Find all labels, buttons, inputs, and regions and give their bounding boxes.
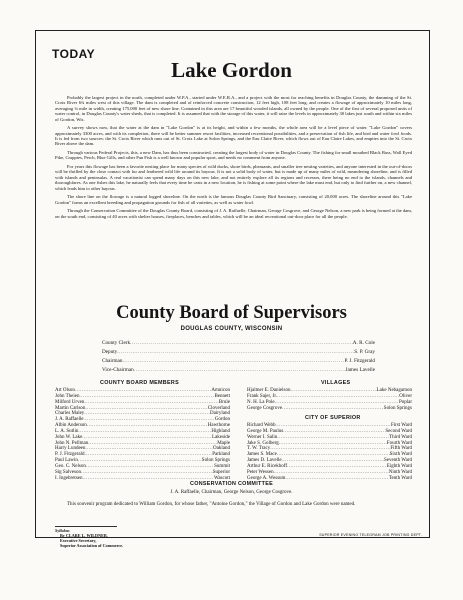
board-subtitle: DOUGLAS COUNTY, WISCONSIN: [180, 326, 283, 332]
officer-title: County Clerk: [102, 340, 131, 346]
member-place: Lakeside: [211, 434, 230, 440]
printer-credit: SUPERIOR EVENING TELEGRAM JOB PRINTING DEPT.: [319, 533, 422, 537]
member-place: Bennett: [214, 393, 230, 399]
member-name: Charles Maley: [55, 411, 85, 417]
member-place: Gordon: [214, 417, 230, 423]
paragraph-3: Through various Federal Projects, this, a new Dam, has thus been constructed, creating the largest body of water in Douglas County. The fishing for small mouthed Black Bass, Wall Eyed Pike, Crappies, Perch, Blue Gills, and other Pan Fish is a well known and popular sport, and needs no comment from anyone.: [55, 150, 412, 161]
officer-title: Chairman: [102, 358, 123, 364]
officer-title: Deputy: [102, 349, 118, 355]
officer-name: James Lavelle: [345, 367, 375, 373]
city-list: [247, 423, 412, 481]
member-name: J. A. Raffaelle: [55, 417, 84, 423]
member-name: Peter Wessen: [247, 469, 274, 475]
divider: [55, 526, 117, 527]
member-place: Poplar: [398, 399, 412, 405]
member-place: Maple: [217, 440, 230, 446]
paragraph-6: Through the Conservation Committee of the Douglas County Board, consisting of J. A. Raffaelle, Chairman, George Cosgrove, and George Nelson, a new park is being formed at the dam, on the south end, consisting of 40 acres with shelter houses, fireplaces, benches and tables, which will be an ideal recreational out-door place for all the people.: [55, 208, 412, 219]
member-place: Second Ward: [385, 428, 412, 434]
member-name: James D. Lavelle: [247, 458, 282, 464]
syllabus-role: Executive Secretary,: [60, 538, 97, 543]
syllabus-label: Syllabus: [55, 528, 70, 533]
member-name: L. A. Sutlin: [55, 428, 79, 434]
member-place: Solon Springs: [383, 405, 412, 411]
member-place: Wascott: [214, 475, 230, 481]
syllabus-author: By CLARE L. WILDNER,: [60, 533, 108, 538]
members-heading: COUNTY BOARD MEMBERS: [100, 380, 179, 386]
member-place: Summit: [214, 463, 230, 469]
member-place: Oakland: [213, 446, 230, 452]
member-place: Dairyland: [210, 411, 230, 417]
member-name: Martin Carlson: [55, 405, 86, 411]
member-place: Sixth Ward: [389, 452, 412, 458]
officer-row: [102, 357, 375, 366]
member-name: Sig Salveson: [55, 469, 81, 475]
officer-name: P. J. Fitzgerald: [344, 358, 375, 364]
member-name: Richard Webb: [247, 423, 276, 428]
member-name: Hjalmer E. Danielson: [247, 388, 291, 393]
officer-name: S. P. Gray: [354, 349, 375, 355]
member-name: George A. Wessum: [247, 475, 286, 481]
paragraph-4: For years this flowage has been a favorite nesting place for many species of wild ducks, shore birds, pheasants, and smaller tree nesting varieties, and anyone interested in the out-of-doors will be thrilled by the close contact with fur and feathered wild life around its bayous. It is not a solid body of water, but is made up of many miles of wild, meandering shoreline, and is filled with islands and peninsulas. A real vacationist can spend many days on this new lake, and not entirely explore all its regions and recesses, there being no end to the islands, channels and thoroughfares. As one fishes this lake, he naturally feels that every time he casts in a new location, he is fishing at some point where the lake must end, but only to find further on, a new channel, which leads him to other bayous.: [55, 164, 412, 191]
member-place: Highland: [211, 428, 230, 434]
member-place: Brule: [218, 399, 230, 405]
member-name: Frank Sajer, Jr.: [247, 393, 278, 399]
member-place: Eighth Ward: [386, 463, 412, 469]
syllabus-org: Superior Association of Commerce.: [60, 543, 124, 548]
paragraph-5: The shore line on the flowage is a natural logged shoreline. On the north is the famous Douglas County Bird Sanctuary, consisting of 20,000 acres. The shoreline around this "Lake Gordon" forms an excellent breeding and propagation grounds for fish of all varieties, as well as water fowl.: [55, 194, 412, 205]
member-name: I. Ingebretsen: [55, 475, 83, 481]
member-name: Jake S. Golberg: [247, 440, 279, 446]
member-name: T. W. Tracy: [247, 446, 271, 452]
officer-row: [102, 366, 375, 375]
member-name: P. J. Fitzgerald: [55, 452, 85, 458]
member-place: Superior: [212, 469, 230, 475]
page-title: Lake Gordon: [171, 58, 292, 82]
village-row: [247, 406, 412, 412]
member-place: Lake Nebagamon: [376, 388, 412, 393]
villages-heading: VILLAGES: [321, 380, 351, 386]
officer-title: Vice-Chairman: [102, 367, 134, 373]
member-place: Oliver: [399, 393, 412, 399]
member-name: N. H. La Pole: [247, 399, 275, 405]
member-name: Albin Anderson: [55, 423, 87, 429]
members-list: [55, 388, 230, 482]
member-place: Fifth Ward: [390, 446, 412, 452]
officers-list: [102, 339, 375, 375]
member-place: Parkland: [212, 452, 230, 458]
officer-row: [102, 339, 375, 348]
member-name: Art Olson: [55, 388, 75, 393]
member-name: John W. Lake: [55, 434, 83, 440]
officer-name: A. R. Cole: [352, 340, 375, 346]
member-place: Cloverland: [207, 405, 230, 411]
villages-list: [247, 388, 412, 411]
member-place: Solon Springs: [201, 458, 230, 464]
paragraph-2: A survey shows now, that the water at the dam in "Lake Gordon" is at its height, and within a few months, the whole area will be a level piece of water. "Lake Gordon" covers approximately 3300 acres, and with its completion, there will be better summer resort facilities, increased recreational possibilities, and a preservation of fish life, and bird and water fowl foods. It is fed from two sources: the St. Croix River which runs out of St. Croix Lake at Solon Springs, and the Eau Claire River, which flows out of Eau Claire Lakes, and empties into the St. Croix River above the dam.: [55, 125, 412, 147]
member-place: Fourth Ward: [386, 440, 412, 446]
member-name: George Cosgrove: [247, 405, 283, 411]
member-name: Milford Urven: [55, 399, 85, 405]
city-heading: CITY OF SUPERIOR: [305, 415, 361, 421]
paragraph-1: Probably the largest project in the north, completed under W.P.A., started under W.E.R.A., and a project with the most far reaching benefits in Douglas County, the damming of the St. Croix River 6¾ miles west of this village. The dam is completed and of reinforced concrete construction, 12 feet high, 108 feet long, and creates a flowage of approximately 10 miles long, averaging ¾ mile in width, creating 175,000 feet of new shore line. Contained in this area are 17 beautiful wooded islands, all owned by the people. One of the first of several proposed units of water control, in Douglas County's water sheds, that is completed. It is assumed that with the storage of this water, it will raise the levels in approximately 30 lakes just south and within six miles of Gordon, Wis.: [55, 95, 412, 122]
member-place: Ninth Ward: [388, 469, 412, 475]
board-title: County Board of Supervisors: [116, 303, 347, 323]
officer-row: [102, 348, 375, 357]
member-place: Tenth Ward: [388, 475, 412, 481]
member-place: Third Ward: [389, 434, 412, 440]
dedication-text: This souvenir program dedicated to William Gordon, for whose father, "Antoine Gordon," the Village of Gordon and Lake Gordon were named.: [67, 502, 356, 507]
article-body: [55, 95, 412, 222]
member-name: George M. Paulus: [247, 428, 284, 434]
member-name: John N. Pellman: [55, 440, 89, 446]
today-heading: TODAY: [52, 47, 96, 61]
member-name: John Theien: [55, 393, 80, 399]
syllabus-credit: [55, 528, 123, 548]
member-name: Werner I. Salin: [247, 434, 278, 440]
member-name: Arthur E. Ricekhoff: [247, 463, 288, 469]
committee-heading: CONSERVATION COMMITTEE: [190, 481, 273, 487]
member-name: Geo. C. Nelson: [55, 463, 86, 469]
member-place: Hawthorne: [207, 423, 230, 429]
member-place: Seventh Ward: [384, 458, 412, 464]
member-name: Harry Lundeen: [55, 446, 86, 452]
member-name: Paul Lawin: [55, 458, 78, 464]
member-name: James S. Mace: [247, 452, 277, 458]
committee-members: J. A. Raffaelle, Chairman, George Nelson, George Cosgrove.: [170, 490, 293, 495]
member-place: Amnicon: [211, 388, 230, 393]
member-place: First Ward: [390, 423, 412, 428]
